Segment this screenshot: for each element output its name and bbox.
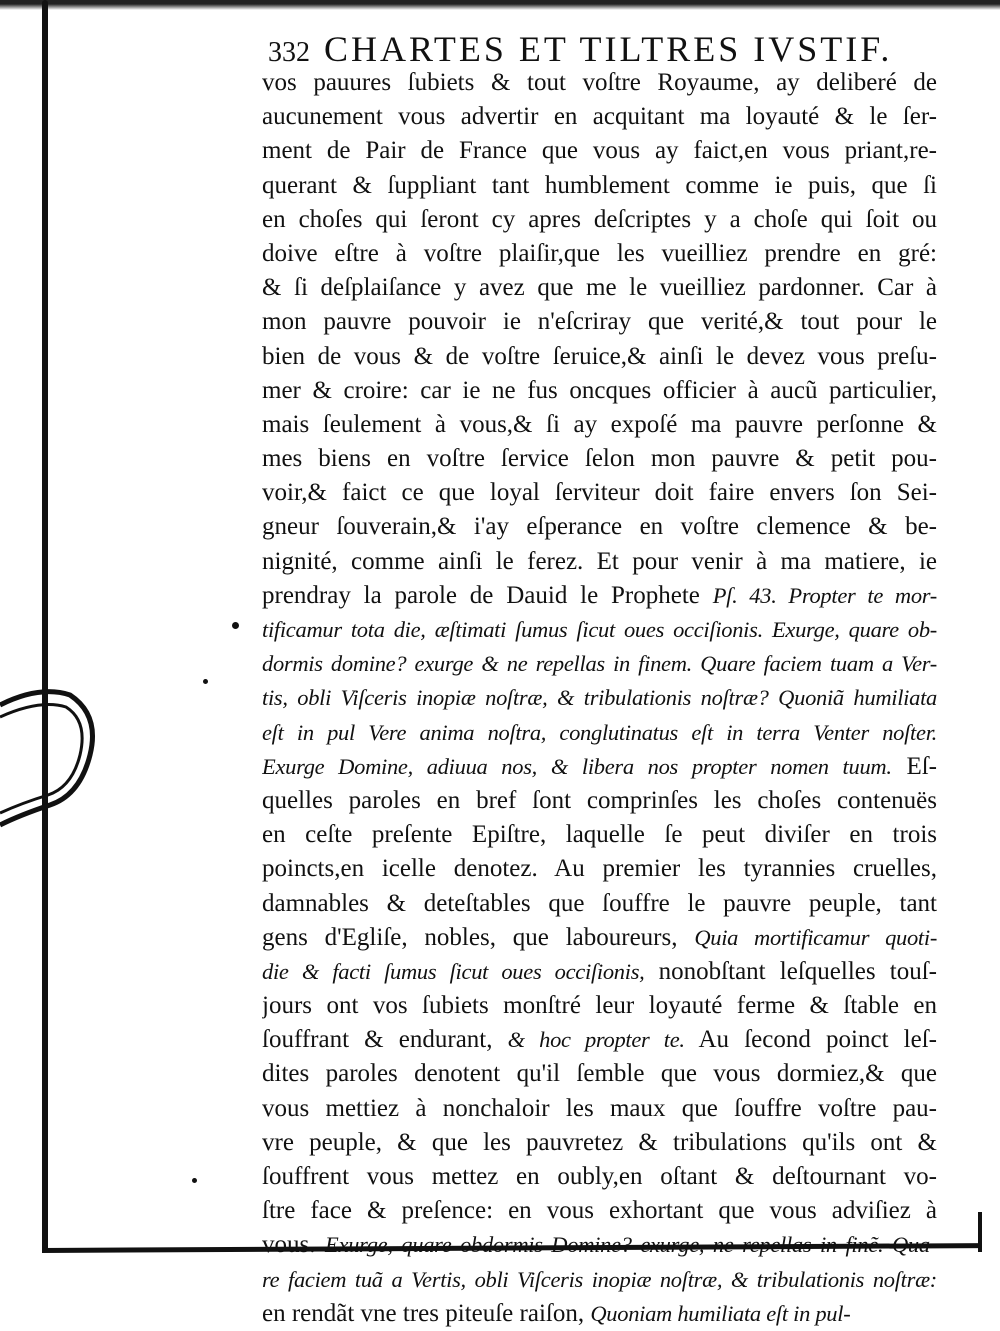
ink-speck	[232, 622, 239, 629]
italic-text-segment: eſt in pul Vere anima noſtra, conglutinatus eſt in terra Venter noſter.	[262, 719, 937, 745]
text-segment: Au ſecond poinct leſ-	[684, 1026, 937, 1054]
text-segment: querant & ſuppliant tant humblement comme ie puis, que ſi	[262, 171, 937, 199]
text-segment: jours ont vos ſubiets monſtré leur loyauté ferme & ſtable en	[262, 992, 937, 1020]
text-line	[262, 1160, 937, 1194]
text-segment: vos pauures ſubiets & tout voſtre Royaume, ay deliberé de	[262, 69, 937, 96]
text-segment: mer & croire: car ie ne fus oncques officier à aucũ particulier,	[262, 376, 937, 404]
italic-text-segment: dormis domine? exurge & ne repellas in finem. Quare faciem tuam a Ver-	[262, 651, 937, 677]
text-segment: quelles paroles en bref ſont comprinſes les choſes contenuës	[262, 786, 937, 814]
text-segment: mon pauvre pouvoir ie n'eſcriray que verité,& tout pour le	[262, 308, 937, 336]
text-segment: ſouffrant & endurant,	[262, 1026, 508, 1054]
page-right-edge	[978, 1212, 982, 1252]
running-head: CHARTES ET TILTRES IVSTIF.	[324, 29, 893, 69]
text-line	[262, 1126, 937, 1160]
text-line	[262, 613, 937, 647]
italic-text-segment: tificamur tota die, æſtimati ſumus ſicut oues occiſionis. Exurge, quare ob-	[262, 617, 937, 642]
ink-speck	[192, 1178, 197, 1183]
page-left-edge	[42, 0, 48, 1252]
text-segment: & ſi deſplaiſance y avez que me le vueilliez pardonner. Car à	[262, 274, 937, 302]
text-line	[262, 1228, 937, 1262]
text-line	[262, 579, 937, 613]
text-line	[262, 203, 937, 237]
text-line	[262, 408, 937, 442]
text-segment: en choſes qui ſeront cy apres deſcriptes y a choſe qui ſoit ou	[262, 205, 937, 233]
italic-text-segment: Exurge Domine, adiuua nos, & libera nos propter nomen tuum.	[262, 753, 892, 779]
text-line	[262, 989, 937, 1023]
text-segment: bien de vous & de voſtre ſeruice,& ainſi le devez vous preſu-	[262, 342, 937, 370]
text-line	[262, 510, 937, 544]
text-line	[262, 374, 937, 408]
text-segment: prendray la parole de Dauid le Prophete	[262, 581, 713, 609]
italic-text-segment: die & facti ſumus ſicut oues occiſionis,	[262, 958, 645, 984]
text-segment: en rendãt vne tres piteuſe raiſon,	[262, 1299, 591, 1327]
text-line	[262, 66, 937, 100]
text-segment: aucunement vous advertir en acquitant ma loyauté & le ſer-	[262, 103, 937, 131]
text-line	[262, 305, 937, 339]
page-number: 332	[268, 37, 310, 68]
text-segment: doive eſtre à voſtre plaiſir,que les vueilliez prendre en gré:	[262, 239, 937, 267]
text-segment: nignité, comme ainſi le ferez. Et pour venir à ma matiere, ie	[262, 547, 937, 575]
text-line	[262, 169, 937, 203]
page-top-edge	[0, 0, 1000, 10]
text-segment: mes biens en voſtre ſervice ſelon mon pauvre & petit pou-	[262, 445, 937, 473]
text-line	[262, 681, 937, 715]
text-segment: vous mettiez à nonchaloir les maux que ſouffre voſtre pau-	[262, 1094, 937, 1122]
text-line	[262, 545, 937, 579]
text-line	[262, 921, 937, 955]
text-line	[262, 1194, 937, 1228]
text-line	[262, 1092, 937, 1126]
text-line	[262, 1297, 937, 1331]
text-line	[262, 340, 937, 374]
italic-text-segment: tis, obli Viſceris inopiæ noſtræ, & tribulationis noſtræ? Quoniã humiliata	[262, 685, 937, 711]
italic-text-segment: Quoniam humiliata eſt in pul-	[590, 1300, 851, 1326]
text-segment: damnables & deteſtables que ſouffre le pauvre peuple, tant	[262, 889, 937, 917]
text-segment: vre peuple, & que les pauvretez & tribulations qu'ils ont &	[262, 1128, 937, 1156]
text-line	[262, 1057, 937, 1091]
text-segment: nonobſtant leſquelles touſ-	[644, 957, 937, 985]
text-segment: dites paroles denotent qu'il ſemble que vous dormiez,& que	[262, 1060, 937, 1088]
italic-text-segment: Exurge, quare obdormis Domine? exurge, ne repellas in finẽ. Qua-	[325, 1232, 937, 1258]
text-segment: gens d'Egliſe, nobles, que laboureurs,	[262, 923, 695, 951]
italic-text-segment: & hoc propter te.	[507, 1027, 685, 1053]
text-line	[262, 852, 937, 886]
text-segment: mais ſeulement à vous,& ſi ay expoſé ma pauvre perſonne &	[262, 410, 937, 438]
text-segment: poincts,en icelle denotez. Au premier les tyrannies cruelles,	[262, 855, 937, 883]
text-line	[262, 818, 937, 852]
text-line	[262, 237, 937, 271]
body-text	[262, 66, 937, 1331]
text-line	[262, 1263, 937, 1297]
text-line	[262, 716, 937, 750]
text-segment: ſtre face & preſence: en vous exhortant que vous adviſiez à	[262, 1197, 937, 1225]
text-line	[262, 476, 937, 510]
text-line	[262, 887, 937, 921]
italic-text-segment: re faciem tuã a Vertis, obli Viſceris inopiæ noſtræ, & tribulationis noſtræ:	[262, 1266, 937, 1292]
binding-clip-mark	[0, 655, 110, 855]
text-line	[262, 750, 937, 784]
text-segment: Eſ-	[891, 752, 937, 780]
text-segment: voir,& faict ce que loyal ſerviteur doit faire envers ſon Sei-	[262, 479, 937, 507]
text-segment: gneur ſouverain,& i'ay eſperance en voſtre clemence & be-	[262, 513, 937, 541]
text-line	[262, 271, 937, 305]
ink-speck	[203, 679, 208, 684]
text-line	[262, 647, 937, 681]
text-segment: en ceſte preſente Epiſtre, laquelle ſe peut diviſer en trois	[262, 821, 937, 849]
italic-text-segment: Quia mortificamur quoti-	[694, 924, 937, 950]
text-line	[262, 100, 937, 134]
text-segment: ſouffrent vous mettez en oubly,en oſtant & deſtournant vo-	[262, 1163, 937, 1190]
text-line	[262, 1023, 937, 1057]
text-line	[262, 134, 937, 168]
text-line	[262, 784, 937, 818]
text-segment: ment de Pair de France que vous ay faict,en vous priant,re-	[262, 137, 937, 165]
italic-text-segment: Pſ. 43. Propter te mor-	[712, 582, 937, 608]
text-segment: vous.	[262, 1231, 326, 1259]
text-line	[262, 955, 937, 989]
text-line	[262, 442, 937, 476]
